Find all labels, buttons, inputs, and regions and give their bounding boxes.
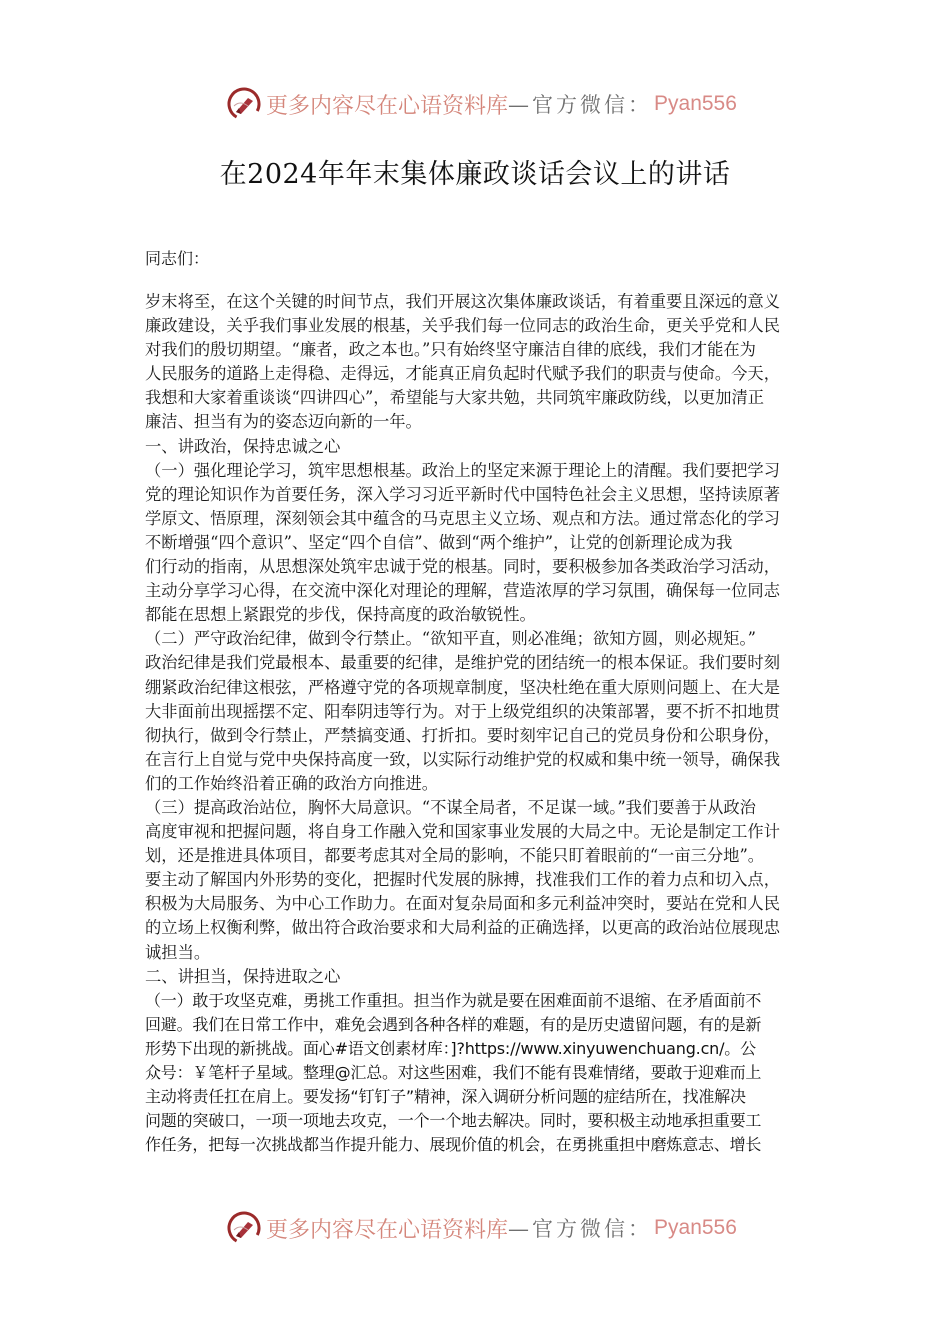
text-line: （二）严守政治纪律，做到令行禁止。“欲知平直，则必准绳；欲知方圆，则必规矩。” (145, 629, 756, 649)
text-line: 众号：￥笔杆子星域。整理@汇总。对这些困难，我们不能有畏难情绪，要敢于迎难而上 (145, 1063, 762, 1082)
watermark-red-text: 更多内容尽在心语资料库 (266, 1217, 509, 1243)
text-line: 都能在思想上紧跟党的步伐，保持高度的政治敏锐性。 (145, 605, 536, 625)
text-line: 彻执行，做到令行禁止，严禁搞变通、打折扣。要时刻牢记自己的党员身份和公职身份， (145, 725, 780, 745)
text-line: 不断增强“四个意识”、坚定“四个自信”、做到“两个维护”，让党的创新理论成为我 (145, 532, 733, 552)
text-line: 政治纪律是我们党最根本、最重要的纪律，是维护党的团结统一的根本保证。我们要时刻 (145, 653, 780, 673)
text-line: 岁末将至，在这个关键的时间节点，我们开展这次集体廉政谈话，有着重要且深远的意义 (145, 292, 780, 311)
text-line: 人民服务的道路上走得稳、走得远，才能真正肩负起时代赋予我们的职责与使命。今天， (145, 364, 780, 384)
text-line: 廉洁、担当有为的姿态迈向新的一年。 (145, 412, 422, 432)
text-line: 问题的突破口，一项一项地去攻克，一个一个地去解决。同时，要积极主动地承担重要工 (145, 1111, 762, 1131)
greeting: 同志们： (145, 249, 210, 268)
header-watermark (226, 84, 737, 124)
text-line: 主动将责任扛在肩上。要发扬“钉钉子”精神，深入调研分析问题的症结所在，找准解决 (145, 1087, 746, 1107)
text-line: 高度审视和把握问题，将自身工作融入党和国家事业发展的大局之中。无论是制定工作计 (145, 822, 780, 842)
text-line: 在言行上自觉与党中央保持高度一致，以实际行动维护党的权威和集中统一领导，确保我 (145, 749, 780, 769)
text-line: 绷紧政治纪律这根弦，严格遵守党的各项规章制度，坚决杜绝在重大原则问题上、在大是 (145, 677, 780, 697)
text-line: 主动分享学习心得，在交流中深化对理论的理解，营造浓厚的学习氛围，确保每一位同志 (145, 581, 780, 601)
text-line: 的立场上权衡利弊，做出符合政治要求和大局利益的正确选择，以更高的政治站位展现忠 (145, 918, 780, 938)
watermark-handle: Pyan556 (654, 1216, 737, 1239)
watermark-handle: Pyan556 (654, 92, 737, 115)
text-line: 划，还是推进具体项目，都要考虑其对全局的影响，不能只盯着眼前的“一亩三分地”。 (145, 846, 765, 866)
text-line: 我想和大家着重谈谈“四讲四心”，希望能与大家共勉，共同筑牢廉政防线，以更加清正 (145, 388, 765, 408)
text-line: 们的工作始终沿着正确的政治方向推进。 (145, 773, 439, 793)
text-line: 们行动的指南，从思想深处筑牢忠诚于党的根基。同时，要积极参加各类政治学习活动， (145, 557, 780, 577)
pen-nib-logo-icon (226, 86, 262, 122)
watermark-gray-text: —官方微信： (508, 93, 653, 117)
document-title: 在2024年年末集体廉政谈话会议上的讲话 (219, 159, 731, 190)
text-line: （一）敢于攻坚克难，勇挑工作重担。担当作为就是要在困难面前不退缩、在矛盾面前不 (145, 990, 762, 1010)
text-line: （一）强化理论学习，筑牢思想根基。政治上的坚定来源于理论上的清醒。我们要把学习 (145, 460, 780, 480)
text-line: 诚担当。 (145, 942, 211, 962)
footer-watermark (226, 1208, 737, 1248)
text-line: 对我们的殷切期望。“廉者，政之本也。”只有始终坚守廉洁自律的底线，我们才能在为 (145, 340, 756, 360)
watermark-red-text: 更多内容尽在心语资料库 (266, 93, 509, 119)
pen-nib-logo-icon (226, 1210, 262, 1246)
watermark-gray-text: —官方微信： (508, 1217, 653, 1241)
text-line: 党的理论知识作为首要任务，深入学习习近平新时代中国特色社会主义思想，坚持读原著 (145, 484, 780, 504)
text-line: 二、讲担当，保持进取之心 (145, 966, 341, 986)
text-line: 大非面前出现摇摆不定、阳奉阴违等行为。对于上级党组织的决策部署，要不折不扣地贯 (145, 701, 780, 721)
text-line: 积极为大局服务、为中心工作助力。在面对复杂局面和多元利益冲突时，要站在党和人民 (145, 894, 780, 914)
text-line: 廉政建设，关乎我们事业发展的根基，关乎我们每一位同志的政治生命，更关乎党和人民 (145, 316, 780, 336)
document-body (145, 290, 809, 1157)
text-line: 回避。我们在日常工作中，难免会遇到各种各样的难题，有的是历史遗留问题，有的是新 (145, 1014, 762, 1034)
text-line: 形势下出现的新挑战。面心#语文创素材库：]?https://www.xinyuwenchuang.cn/。公 (145, 1038, 756, 1058)
text-line: （三）提高政治站位，胸怀大局意识。“不谋全局者，不足谋一域。”我们要善于从政治 (145, 797, 756, 817)
text-line: 学原文、悟原理，深刻领会其中蕴含的马克思主义立场、观点和方法。通过常态化的学习 (145, 508, 780, 528)
text-line: 作任务，把每一次挑战都当作提升能力、展现价值的机会，在勇挑重担中磨炼意志、增长 (145, 1135, 762, 1155)
text-line: 要主动了解国内外形势的变化，把握时代发展的脉搏，找准我们工作的着力点和切入点， (145, 870, 780, 890)
text-line: 一、讲政治，保持忠诚之心 (145, 436, 341, 456)
